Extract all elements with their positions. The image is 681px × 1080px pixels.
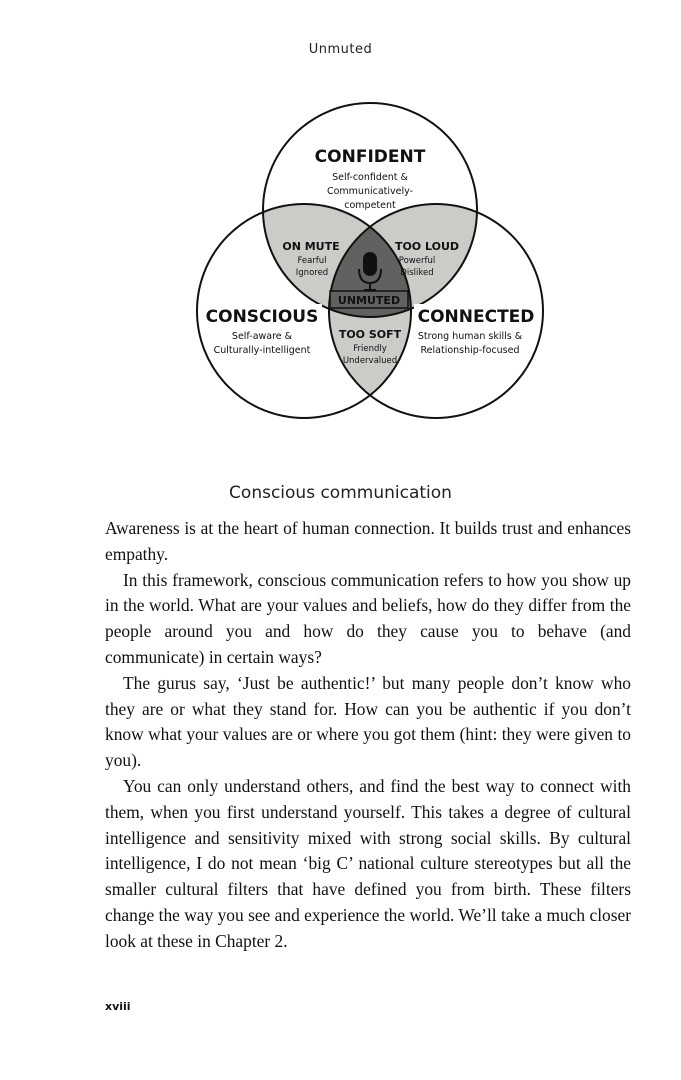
confident-line-2: Communicatively- [326,186,414,197]
connected-line-1: Strong human skills & [417,331,523,342]
body-text [105,516,631,955]
paragraph: The gurus say, ‘Just be authentic!’ but many people don’t know who they are or what they stand for. How can you be authentic if you don’t know what your values are or where you got them (hint: they were given to you). [105,672,631,771]
confident-line-3: competent [344,200,396,211]
too-loud-title: TOO LOUD [394,240,460,253]
conscious-line-1: Self-aware & [231,331,293,342]
connected-line-2: Relationship-focused [420,345,520,356]
too-soft-title: TOO SOFT [338,328,402,341]
too-loud-line-2: Disliked [400,268,434,278]
too-soft-line-1: Friendly [353,344,387,354]
paragraph: Awareness is at the heart of human connection. It builds trust and enhances empathy. [105,518,631,564]
connected-title: CONNECTED [417,307,535,327]
on-mute-line-2: Ignored [295,268,329,278]
venn-diagram [190,95,550,465]
running-head: Unmuted [308,42,373,57]
unmuted-label: UNMUTED [337,294,401,307]
paragraph: You can only understand others, and find the best way to connect with them, when you first understand yourself. This takes a degree of cultural intelligence and sensitivity mixed with strong social skills. By cultural intelligence, I do not mean ‘big C’ national culture stereotypes but all the smaller cultural filters that have defined you from birth. These filters change the way you see and experience the world. We’ll take a much closer look at these in Chapter 2. [105,775,631,951]
too-loud-line-1: Powerful [398,256,436,266]
confident-line-1: Self-confident & [332,172,408,183]
too-soft-line-2: Undervalued [342,356,398,366]
on-mute-line-1: Fearful [297,256,327,266]
paragraph: In this framework, conscious communication refers to how you show up in the world. What are your values and beliefs, how do they differ from the people around you and how do they cause you to behave (and communicate) in certain ways? [105,569,631,667]
section-title: Conscious communication [229,483,452,503]
on-mute-title: ON MUTE [282,240,340,253]
page-number: xviii [105,1000,131,1013]
conscious-line-2: Culturally-intelligent [213,345,311,356]
confident-title: CONFIDENT [314,147,426,167]
conscious-title: CONSCIOUS [205,307,319,327]
